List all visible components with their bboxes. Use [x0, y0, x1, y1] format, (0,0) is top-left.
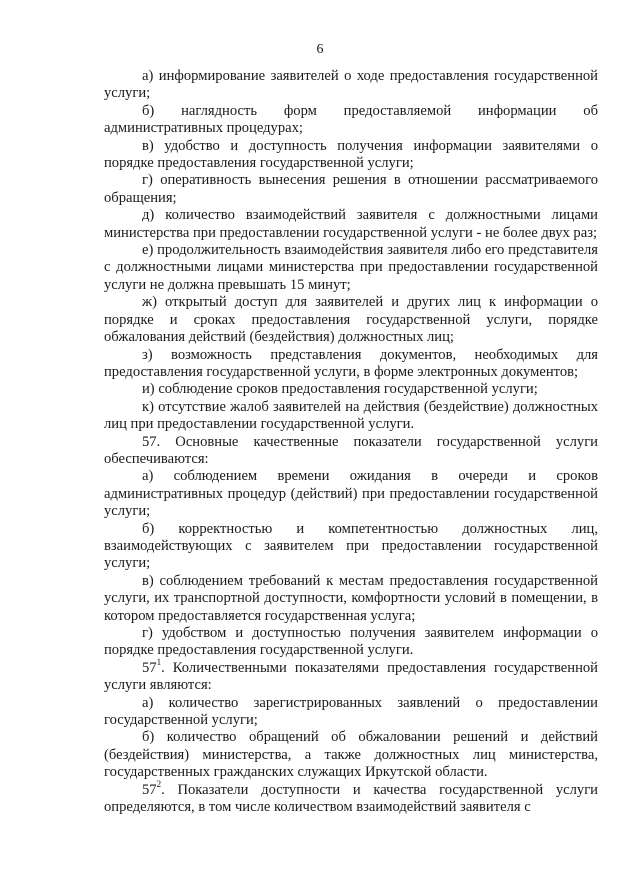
clause-superscript: 1 [156, 656, 162, 667]
clause-number: 57 [142, 781, 157, 798]
paragraph-57-v: в) соблюдением требований к местам предоставления государственной услуги, их транспортной доступности, комфортности условий в помещении, в котором предоставляется государственная услуга; [104, 572, 598, 624]
page-number: 6 [316, 42, 324, 57]
paragraph-57-1-b: б) количество обращений об обжаловании решений и действий (бездействия) министерства, а также должностных лиц министерства, государственных гражданских служащих Иркутской области. [104, 729, 598, 781]
paragraph-e-duration: е) продолжительность взаимодействия заявителя либо его представителя с должностными лицами министерства при предоставлении государственной услуги не должна превышать 15 минут; [104, 242, 598, 293]
paragraph-g-promptness: г) оперативность вынесения решения в отношении рассматриваемого обращения; [104, 172, 598, 206]
clause-text: . Показатели доступности и качества государственной услуги определяются, в том числе количеством взаимодействий заявителя с [104, 781, 598, 816]
paragraph-57: 57. Основные качественные показатели государственной услуги обеспечиваются: [104, 433, 598, 467]
document-body [104, 68, 598, 816]
clause-number: 57 [142, 659, 157, 676]
paragraph-zh-open-access: ж) открытый доступ для заявителей и других лиц к информации о порядке и сроках предоставления государственной услуги, порядке обжалования действий (бездействия) должностных лиц; [104, 294, 598, 346]
paragraph-57-b: б) корректностью и компетентностью должностных лиц, взаимодействующих с заявителем при предоставлении государственной услуги; [104, 520, 598, 572]
paragraph-57-a: а) соблюдением времени ожидания в очереди и сроков административных процедур (действий) при предоставлении государственной услуги; [104, 468, 598, 520]
paragraph-57-2 [104, 778, 598, 817]
paragraph-57-1 [104, 656, 598, 695]
paragraph-k-no-complaints: к) отсутствие жалоб заявителей на действия (бездействие) должностных лиц при предоставлении государственной услуги. [104, 398, 598, 433]
paragraph-z-electronic-docs: з) возможность представления документов, необходимых для предоставления государственной услуги, в форме электронных документов; [104, 346, 598, 380]
paragraph-v-convenience: в) удобство и доступность получения информации заявителями о порядке предоставления государственной услуги; [104, 137, 598, 172]
paragraph-b-clarity: б) наглядность форм предоставляемой информации об административных процедурах; [104, 102, 598, 137]
paragraph-a-informing: а) информирование заявителей о ходе предоставления государственной услуги; [104, 68, 598, 102]
paragraph-d-interactions-count: д) количество взаимодействий заявителя с должностными лицами министерства при предоставлении государственной услуги - не более двух раз; [104, 207, 598, 241]
paragraph-i-deadlines: и) соблюдение сроков предоставления государственной услуги; [142, 381, 538, 398]
clause-text: . Количественными показателями предоставления государственной услуги являются: [104, 659, 598, 694]
paragraph-57-1-a: а) количество зарегистрированных заявлений о предоставлении государственной услуги; [104, 694, 598, 729]
clause-superscript: 2 [156, 778, 162, 789]
paragraph-57-g: г) удобством и доступностью получения заявителем информации о порядке предоставления государственной услуги. [104, 625, 598, 659]
